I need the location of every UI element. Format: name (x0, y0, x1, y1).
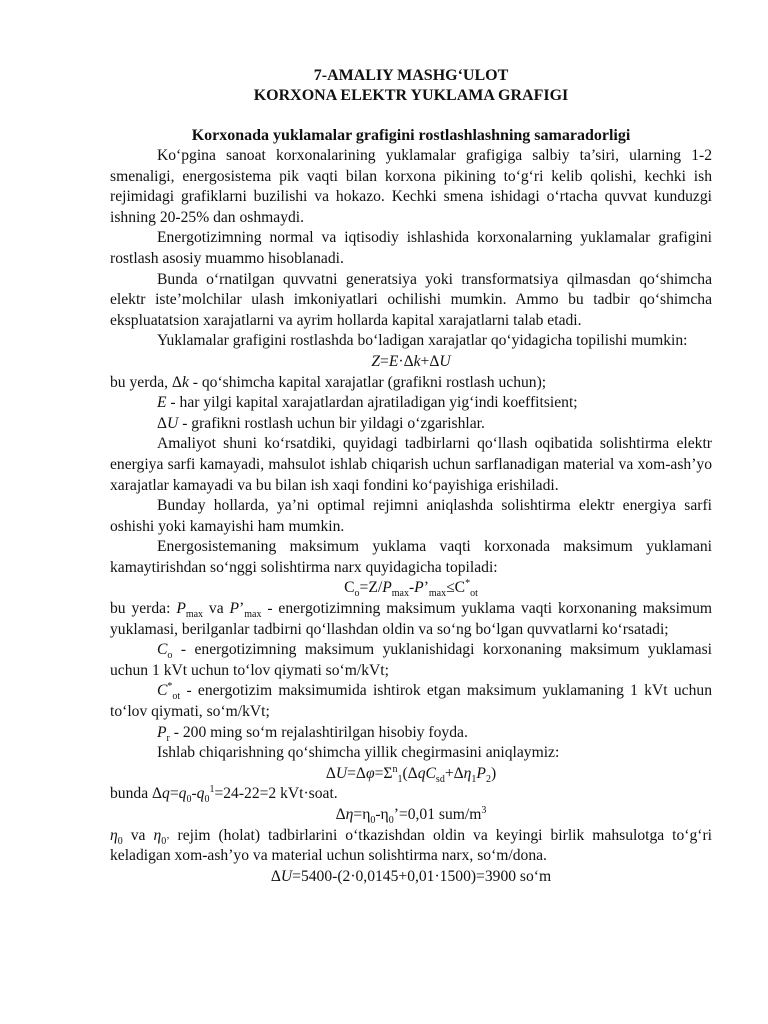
formula-du: $\Delta U=\Delta\varphi=\Sigma^n_1(\Delta qC_{sd}+\Delta\eta_1P_2)$ (325, 763, 497, 785)
definition-dk: bu yerda, Δk - qo‘shimcha kapital xarajatlar (grafikni rostlash uchun); (110, 373, 547, 391)
paragraph-10: Energosistemaning maksimum yuklama vaqti korxonada maksimum yuklamani kamaytirishdan so‘nggi solishtirma narx quyidagicha topiladi: (110, 538, 712, 576)
definition-du: ΔU - grafikni rostlash uchun bir yildagi o‘zgarishlar. (157, 414, 485, 432)
definition-eta: $\eta_0$ va $\eta_{0’}$ rejim (holat) tadbirlarini o‘tkazishdan oldin va keyingi birlik mahsulotga to‘g‘ri keladigan xom-ash’yo va material uchun solishtirma narx, so‘m/dona. (110, 826, 713, 865)
paragraph-3: Bunda o‘rnatilgan quvvatni generatsiya yoki transformatsiya qilmasdan qo‘shimcha elektr iste’molchilar ulash imkoniyatlari ochilishi mumkin. Ammo bu tadbir qo‘shimcha ekspluatatsion xarajatlarni va ayrim hollarda kapital xarajatlarni talab etadi. (110, 270, 712, 329)
paragraph-15: Ishlab chiqarishning qo‘shimcha yillik chegirmasini aniqlaymiz: (157, 744, 560, 762)
definition-co: $C_o$ - energotizimning maksimum yuklanishidagi korxonaning maksimum yuklamasi uchun 1 kVt uchun to‘lov qiymati so‘m/kVt; (110, 641, 712, 679)
page-subtitle: KORXONA ELEKTR YUKLAMA GRAFIGI (253, 87, 569, 104)
paragraph-1: Ko‘pgina sanoat korxonalarining yuklamalar grafigiga salbiy ta’siri, ularning 1-2 smenaligi, energosistema pik vaqti bilan korxona pikining to‘g‘ri kelib qolishi, kechki ish rejimidagi grafiklarni buzilishi va hokazo. Kechki smena ishidagi o‘rtacha quvvat kunduzgi ishning 20-25% dan oshmaydi. (110, 147, 712, 226)
definition-dq: bunda $\Delta q=q_0-q_0^1=24-22=2$ kVt·soat. (110, 784, 338, 806)
page-title: 7-AMALIY MASHG‘ULOT (313, 67, 509, 84)
paragraph-9: Bunday hollarda, ya’ni optimal rejimni aniqlashda solishtirma elektr energiya sarfi oshishi yoki kamayishi ham mumkin. (110, 497, 712, 535)
definition-e: E - har yilgi kapital xarajatlardan ajratiladigan yig‘indi koeffitsient; (157, 394, 578, 412)
formula-z: Z=E·Δk+ΔU (371, 352, 451, 370)
document-page (110, 66, 712, 887)
formula-deta: $\Delta\eta=\eta_0-\eta_0’=0,01$ sum/$m^3$ (335, 804, 487, 827)
definition-pr: $P_r - 200$ ming so‘m rejalashtirilgan hisobiy foyda. (157, 723, 468, 744)
definition-pmax: bu yerda: $P_{max}$ va $P’_{max}$ - energotizimning maksimum yuklama vaqti korxonaning maksimum yuklamasi, berilganlar tadbirni qo‘llashdan oldin va so‘ng bo‘lgan quvvatlarni ko‘rsatadi; (110, 600, 713, 638)
definition-cot: $C^*_{ot}$ - energotizim maksimumida ishtirok etgan maksimum yuklamaning 1 kVt uchun to‘lov qiymati, so‘m/kVt; (110, 681, 712, 721)
paragraph-8: Amaliyot shuni ko‘rsatdiki, quyidagi tadbirlarni qo‘llash oqibatida solishtirma elektr energiya sarfi kamayadi, mahsulot ishlab chiqarish uchun sarflanadigan material va xom-ash’yo xarajatlar kamayadi va bu bilan ish xaqi fondini ko‘payishiga erishiladi. (110, 435, 712, 494)
paragraph-4: Yuklamalar grafigini rostlashda bo‘ladigan xarajatlar qo‘yidagicha topilishi mumkin: (157, 332, 688, 350)
formula-result: ΔU=5400-(2·0,0145+0,01·1500)=3900 so‘m (270, 867, 552, 885)
paragraph-2: Energotizimning normal va iqtisodiy ishlashida korxonalarning yuklamalar grafigini rostlash asosiy muammo hisoblanadi. (110, 229, 712, 267)
section-title: Korxonada yuklamalar grafigini rostlashlashning samaradorligi (191, 127, 631, 144)
formula-co: $C_o=Z/P_{max}-P’_{max}\le C^*_{ot}$ (344, 578, 478, 600)
